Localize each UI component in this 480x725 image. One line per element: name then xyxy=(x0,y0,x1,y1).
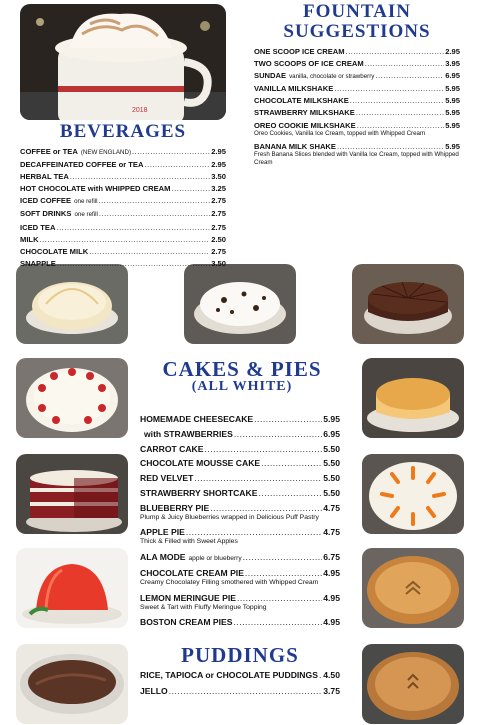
item-name: ICED COFFEE xyxy=(20,196,72,206)
item-name: CHOCOLATE MILK xyxy=(20,246,89,256)
item-price: 5.95 xyxy=(445,96,460,106)
item-note: (NEW ENGLAND) xyxy=(80,149,132,156)
menu-item xyxy=(140,427,340,442)
item-name: TWO SCOOPS OF ICE CREAM xyxy=(254,59,364,69)
item-price: 4.75 xyxy=(323,502,340,513)
item-name: ALA MODE xyxy=(140,551,186,562)
item-name: APPLE PIE xyxy=(140,527,185,538)
menu-item xyxy=(20,246,226,258)
item-price: 3.25 xyxy=(211,184,226,194)
menu-item xyxy=(254,107,460,119)
jello-photo xyxy=(16,548,128,628)
menu-item xyxy=(254,58,460,70)
menu-item xyxy=(140,442,340,457)
item-price: 5.50 xyxy=(323,458,340,469)
item-name: JELLO xyxy=(140,686,168,696)
item-name: HOT CHOCOLATE with WHIPPED CREAM xyxy=(20,184,171,194)
item-name: CHOCOLATE MOUSSE CAKE xyxy=(140,458,261,469)
item-name: CARROT CAKE xyxy=(140,443,204,454)
chocolate-cream-pie-photo xyxy=(184,264,296,344)
item-price: 5.95 xyxy=(445,141,460,151)
item-description: Creamy Chocolatey Filling smothered with Whipped Cream xyxy=(140,579,319,587)
item-name: STRAWBERRY MILKSHAKE xyxy=(254,108,355,118)
item-price: 5.50 xyxy=(323,487,340,498)
menu-item xyxy=(140,486,340,501)
item-name: VANILLA MILKSHAKE xyxy=(254,84,334,94)
menu-item xyxy=(20,183,226,195)
item-name: OREO COOKIE MILKSHAKE xyxy=(254,120,356,130)
cakes-menu xyxy=(140,412,340,630)
item-description: Oreo Cookies, Vanilla Ice Cream, topped with Whipped Cream xyxy=(254,129,426,137)
menu-item xyxy=(140,615,340,630)
item-note: one refill xyxy=(74,211,98,219)
menu-item xyxy=(20,195,226,208)
fountain-menu xyxy=(254,46,460,169)
item-price: 2.75 xyxy=(211,196,226,206)
item-note: apple or blueberry xyxy=(188,554,242,562)
menu-item xyxy=(140,550,340,567)
item-price: 3.50 xyxy=(211,172,226,182)
apple-pie-photo xyxy=(362,548,464,628)
item-price: 2.75 xyxy=(211,222,226,232)
menu-item xyxy=(20,208,226,221)
menu-item xyxy=(20,258,226,270)
item-price: 4.95 xyxy=(323,617,340,628)
blueberry-pie-photo xyxy=(362,644,464,724)
item-price: 5.50 xyxy=(323,443,340,454)
item-price: 3.95 xyxy=(445,59,460,69)
item-name: SNAPPLE xyxy=(20,258,56,268)
item-note: vanilla, chocolate or strawberry xyxy=(289,73,375,81)
menu-item xyxy=(254,83,460,95)
fountain-title-line2: SUGGESTIONS xyxy=(283,20,431,42)
menu-item xyxy=(20,171,226,183)
item-price: 5.95 xyxy=(323,414,340,424)
menu-item xyxy=(254,46,460,58)
item-price: 4.95 xyxy=(323,592,340,603)
fountain-title xyxy=(250,2,464,42)
menu-item xyxy=(140,456,340,471)
fountain-title-line1: FOUNTAIN xyxy=(303,1,411,22)
item-name: SOFT DRINKS xyxy=(20,209,72,219)
item-price: 6.95 xyxy=(445,71,460,81)
item-price: 2.75 xyxy=(211,209,226,219)
item-price: 4.95 xyxy=(323,568,340,579)
cakes-title-main: CAKES & PIES xyxy=(162,357,322,381)
beverages-title: BEVERAGES xyxy=(59,121,187,142)
menu-item xyxy=(140,412,340,427)
item-name: MILK xyxy=(20,234,39,244)
item-name: DECAFFEINATED COFFEE or TEA xyxy=(20,160,144,170)
item-name: HOMEMADE CHEESECAKE xyxy=(140,414,254,424)
menu-item xyxy=(254,70,460,83)
item-name: LEMON MERINGUE PIE xyxy=(140,592,236,603)
item-name: COFFEE or TEA xyxy=(20,147,78,156)
boston-cream-pie-photo xyxy=(362,358,464,438)
item-price: 6.95 xyxy=(323,428,340,439)
item-price: 5.95 xyxy=(445,84,460,94)
item-name: RED VELVET xyxy=(140,473,194,484)
item-description: Thick & Filled with Sweet Apples xyxy=(140,537,238,545)
item-name: BOSTON CREAM PIES xyxy=(140,617,233,628)
item-price: 4.50 xyxy=(323,670,340,680)
strawberry-cheesecake-photo xyxy=(16,358,128,438)
menu-item xyxy=(20,234,226,246)
item-price: 5.50 xyxy=(323,473,340,484)
menu-item xyxy=(140,683,340,699)
puddings-title: PUDDINGS xyxy=(181,643,299,667)
item-name: with STRAWBERRIES xyxy=(144,428,233,439)
menu-item xyxy=(20,159,226,171)
item-name: STRAWBERRY SHORTCAKE xyxy=(140,487,258,498)
item-name: CHOCOLATE MILKSHAKE xyxy=(254,96,349,106)
item-description: Plump & Juicy Blueberries wrapped in Delicious Puff Pastry xyxy=(140,513,319,521)
menu-item xyxy=(20,222,226,234)
item-description: Sweet & Tart with Fluffy Meringue Topping xyxy=(140,603,267,611)
menu-item xyxy=(140,471,340,486)
item-price: 6.75 xyxy=(323,551,340,562)
item-name: BANANA MILK SHAKE xyxy=(254,141,336,151)
item-price: 2.50 xyxy=(211,234,226,244)
item-price: 3.50 xyxy=(211,258,226,268)
mug-year-text: 2018 xyxy=(132,107,148,114)
item-price: 2.75 xyxy=(211,246,226,256)
item-description: Fresh Banana Slices blended with Vanilla Ice Cream, topped with Whipped Cream xyxy=(254,150,459,166)
beverages-menu xyxy=(20,146,226,270)
puddings-menu xyxy=(140,667,340,699)
chocolate-pudding-photo xyxy=(16,644,128,724)
item-price: 2.95 xyxy=(211,160,226,170)
item-price: 5.95 xyxy=(445,108,460,118)
lemon-meringue-pie-photo xyxy=(16,264,128,344)
menu-item xyxy=(254,95,460,107)
item-name: RICE, TAPIOCA or CHOCOLATE PUDDINGS xyxy=(140,670,318,680)
carrot-cake-photo xyxy=(362,454,464,534)
item-name: BLUEBERRY PIE xyxy=(140,502,210,513)
chocolate-mousse-cake-photo xyxy=(352,264,464,344)
item-name: HERBAL TEA xyxy=(20,172,69,182)
item-name: SUNDAE xyxy=(254,71,287,81)
cakes-subtitle: (ALL WHITE) xyxy=(191,379,293,395)
item-note: one refill xyxy=(74,198,98,206)
menu-item xyxy=(140,667,340,683)
item-price: 4.75 xyxy=(323,527,340,538)
menu-item xyxy=(20,146,226,159)
item-price: 2.95 xyxy=(211,147,226,156)
hot-chocolate-photo xyxy=(20,4,226,120)
item-name: CHOCOLATE CREAM PIE xyxy=(140,568,244,579)
cakes-title xyxy=(140,358,344,395)
item-name: ONE SCOOP ICE CREAM xyxy=(254,47,345,56)
item-price: 3.75 xyxy=(323,686,340,696)
item-price: 5.95 xyxy=(445,120,460,130)
red-velvet-cake-photo xyxy=(16,454,128,534)
item-price: 2.95 xyxy=(445,47,460,56)
item-name: ICED TEA xyxy=(20,222,56,232)
